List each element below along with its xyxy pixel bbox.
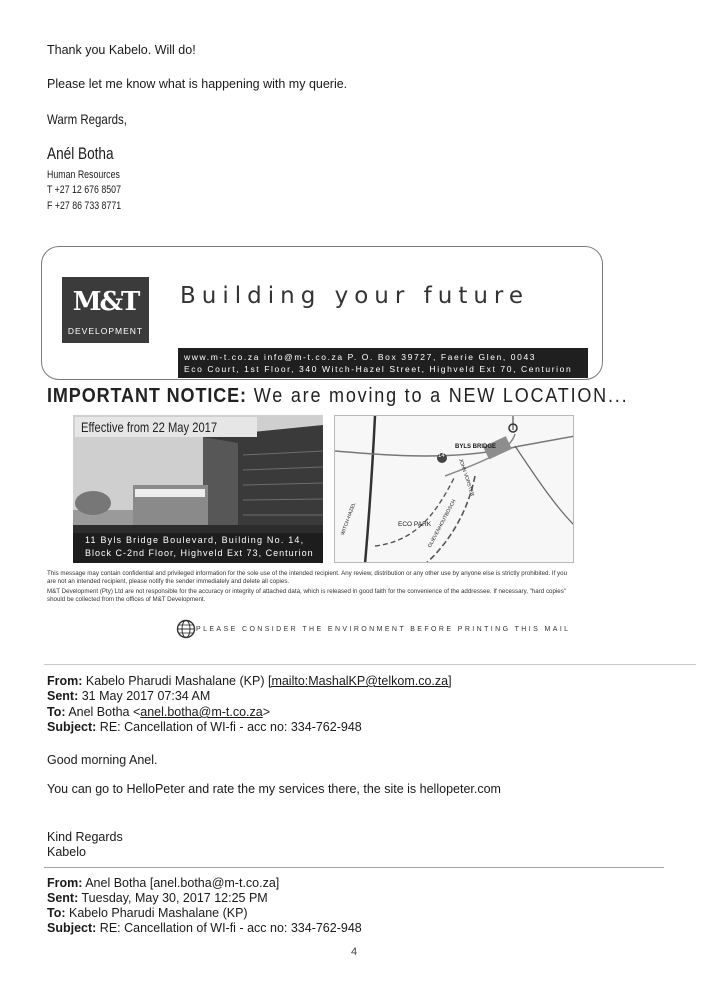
map-label-olievenhoutbosch: OLIEVENHOUTBOSCH [427, 498, 458, 549]
map-label-byls-bridge: BYLS BRIDGE [455, 444, 497, 450]
email-2-subject-value: RE: Cancellation of WI-fi - acc no: 334-762-948 [99, 921, 362, 935]
signature-role: Human Resources [47, 169, 120, 181]
email-1-to-post: > [262, 705, 271, 719]
environment-note: PLEASE CONSIDER THE ENVIRONMENT BEFORE PRINTING THIS MAIL [196, 626, 571, 633]
map-label-john-vorster: JOHN VORSTER [457, 458, 476, 498]
closing: Warm Regards, [47, 111, 127, 127]
effective-date-label [75, 417, 257, 437]
email-1-from [47, 674, 452, 688]
map-label-eco-park: ECO PARK [398, 521, 432, 528]
email-1-from-value: Kabelo Pharudi Mashalane (KP) [85, 674, 268, 688]
contact-line: www.m-t.co.za info@m-t.co.za P. O. Box 39727, Faerie Glen, 0043 [184, 352, 537, 362]
email-1-to-link[interactable]: anel.botha@m-t.co.za [140, 705, 263, 719]
location-map [334, 415, 574, 563]
email-2-to-label: To: [47, 906, 66, 920]
email-1-sent [47, 689, 210, 703]
logo-mark: M&T [72, 287, 139, 317]
logo-subtitle: DEVELOPMENT [67, 326, 144, 336]
email-1-subject [47, 720, 362, 734]
notice-text: We are moving to a NEW LOCATION... [253, 385, 629, 407]
email-1-to [47, 705, 270, 719]
email-1-subject-label: Subject: [47, 720, 97, 734]
signature-phone: T +27 12 676 8507 [47, 184, 121, 196]
email-1-body-message: You can go to HelloPeter and rate the my services there, the site is hellopeter.com [47, 782, 501, 796]
page-number: 4 [351, 946, 358, 958]
new-address-line-2: Block C-2nd Floor, Highveld Ext 73, Centurion [85, 548, 314, 558]
notice-label: IMPORTANT NOTICE: [47, 385, 247, 407]
effective-date: Effective from 22 May 2017 [81, 419, 218, 435]
disclaimer-accuracy: M&T Development (Pty) Ltd are not responsible for the accuracy or integrity of attached data, which is released in good faith for the convenience of the addressee. If necessary, "hard copies" should be collected from the offices of M&T Development. [47, 588, 567, 603]
divider-1 [44, 664, 696, 665]
email-2-from [47, 876, 279, 890]
signature-fax: F +27 86 733 8771 [47, 200, 122, 212]
email-1-sent-label: Sent: [47, 689, 79, 703]
building-photo [73, 415, 323, 563]
reply-line-2: Please let me know what is happening with my querie. [47, 77, 348, 91]
globe-icon [176, 619, 196, 639]
reply-line-1: Thank you Kabelo. Will do! [47, 43, 196, 57]
divider-2 [44, 867, 664, 868]
email-2-sent-label: Sent: [47, 891, 79, 905]
email-2-sent-value: Tuesday, May 30, 2017 12:25 PM [81, 891, 268, 905]
email-2-sent [47, 891, 268, 905]
email-1-from-link[interactable]: [mailto:MashalKP@telkom.co.za] [267, 674, 452, 688]
email-1-sign-regards: Kind Regards [47, 830, 123, 844]
map-label-road-number: 14 [438, 453, 445, 459]
email-2-to [47, 906, 248, 920]
email-1-from-label: From: [47, 674, 83, 688]
email-2-from-value: Anel Botha [anel.botha@m-t.co.za] [85, 876, 280, 890]
email-2-subject [47, 921, 362, 935]
email-1-body-greeting: Good morning Anel. [47, 753, 158, 767]
email-1-sign-name: Kabelo [47, 845, 86, 859]
map-roads [335, 416, 574, 563]
email-1-sent-value: 31 May 2017 07:34 AM [81, 689, 211, 703]
email-2-from-label: From: [47, 876, 83, 890]
address-line: Eco Court, 1st Floor, 340 Witch-Hazel Street, Highveld Ext 70, Centurion [184, 364, 573, 374]
disclaimer-confidentiality: This message may contain confidential and privileged information for the sole use of the intended recipient. Any review, distribution or any other use by anyone else is strictly prohibited. If you are not an intended recipient, please notify the sender immediately and delete all copies. [47, 570, 568, 585]
email-1-to-label: To: [47, 705, 66, 719]
tagline: Building your future [180, 283, 530, 309]
moving-notice [47, 385, 628, 408]
company-logo [62, 277, 149, 343]
contact-bar [178, 348, 588, 378]
email-2-to-value: Kabelo Pharudi Mashalane (KP) [69, 906, 248, 920]
new-address-line-1: 11 Byls Bridge Boulevard, Building No. 14, [85, 535, 305, 545]
email-1-subject-value: RE: Cancellation of WI-fi - acc no: 334-762-948 [99, 720, 362, 734]
email-1-to-pre: Anel Botha < [68, 705, 141, 719]
map-label-witch-hazel: WITCH-HAZEL [340, 501, 358, 537]
email-2-subject-label: Subject: [47, 921, 97, 935]
signature-name: Anél Botha [47, 144, 114, 163]
